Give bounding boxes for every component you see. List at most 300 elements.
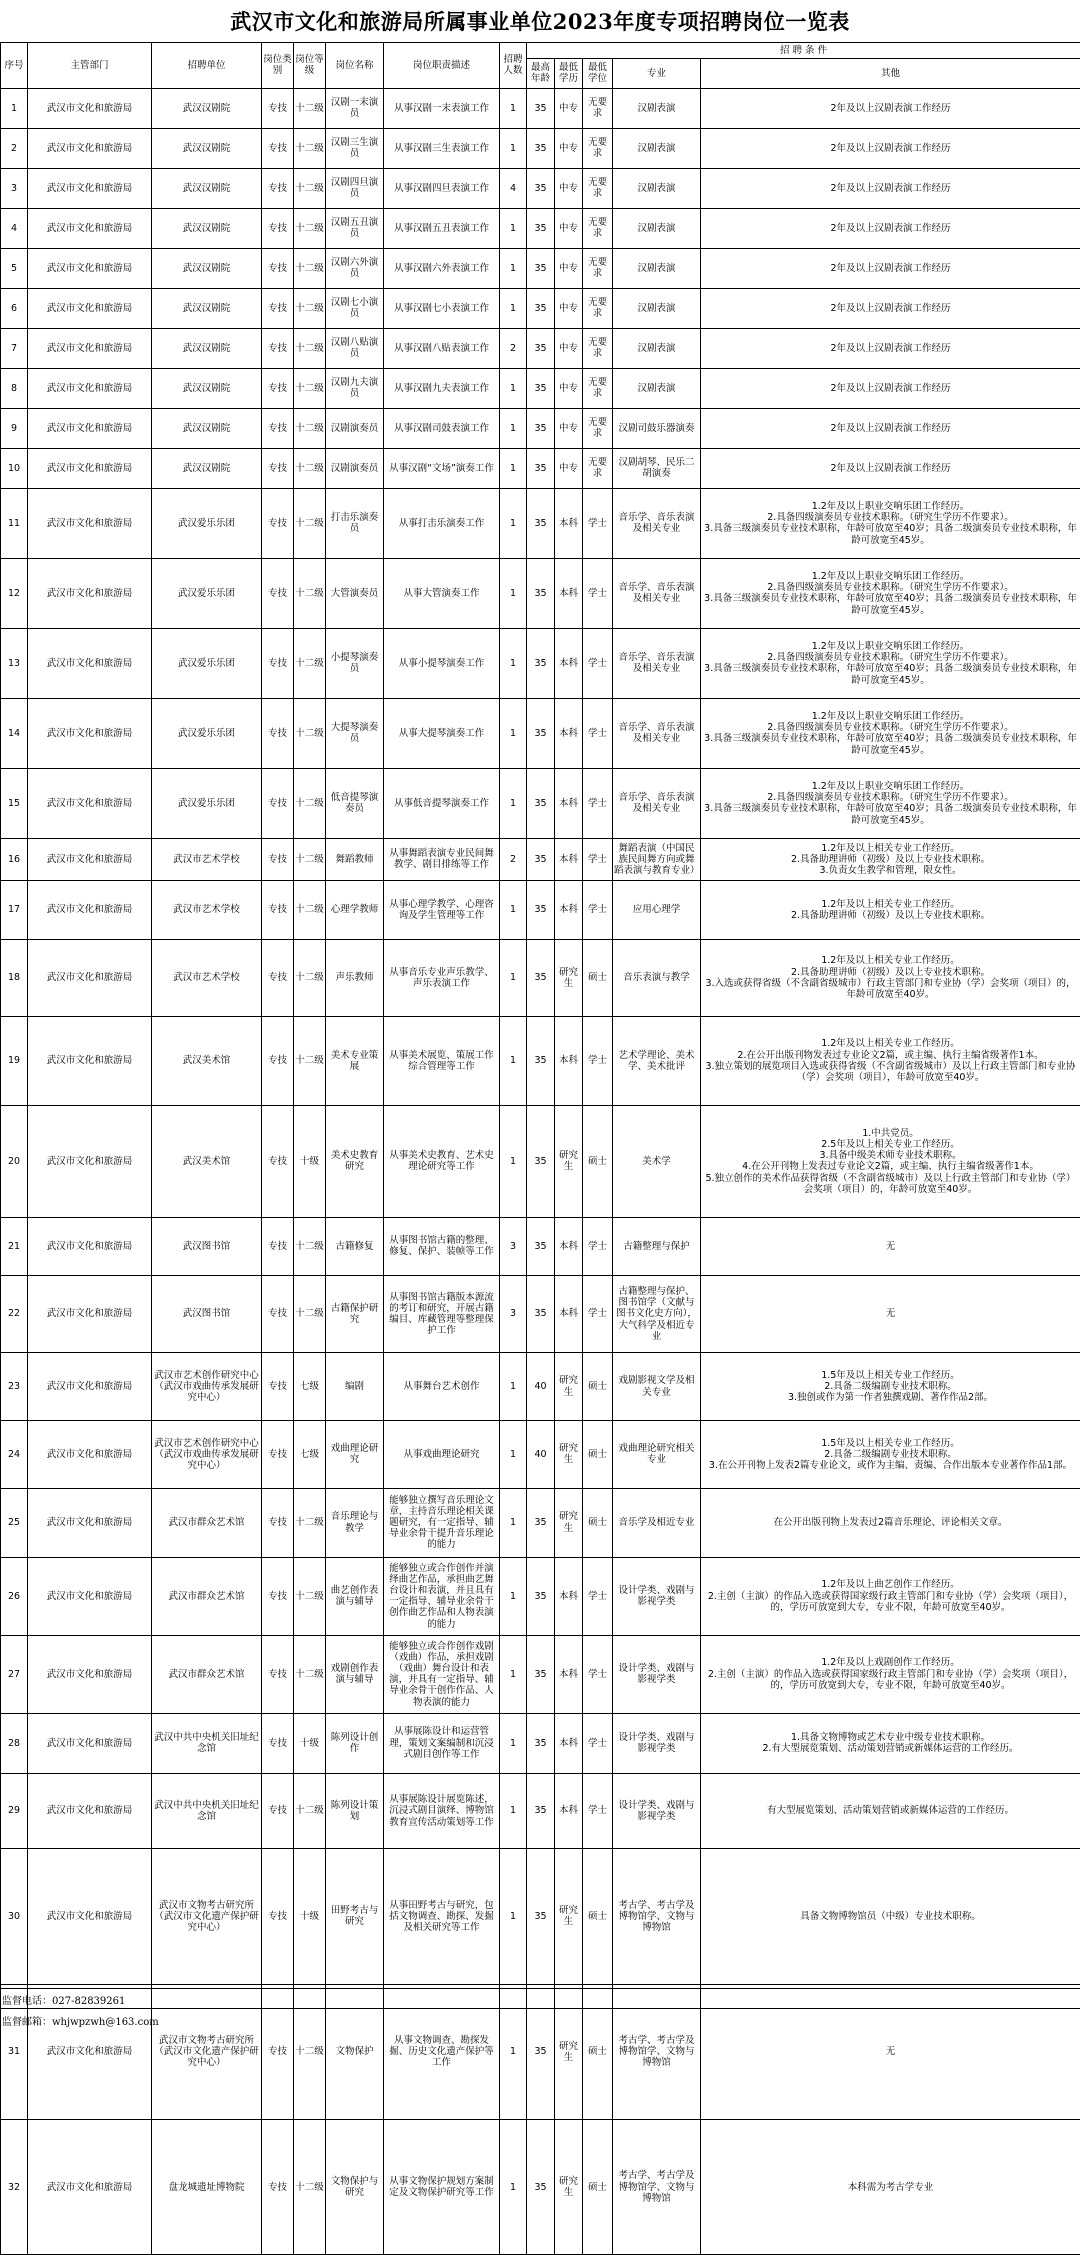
cell-post-level: 十二级 [294, 558, 326, 628]
cell-dept: 武汉市文化和旅游局 [28, 2120, 152, 2255]
cell-dept: 武汉市文化和旅游局 [28, 838, 152, 880]
cell-post-level: 十级 [294, 1105, 326, 1217]
cell-degree: 无要求 [583, 168, 613, 208]
cell-dept: 武汉市文化和旅游局 [28, 1849, 152, 1984]
cell-post-name: 戏曲理论研究 [326, 1420, 384, 1488]
cell-dept: 武汉市文化和旅游局 [28, 939, 152, 1016]
cell-post-name: 大管演奏员 [326, 558, 384, 628]
cell-age: 35 [527, 1557, 555, 1635]
cell-count: 1 [500, 1773, 527, 1848]
cell-post-name: 汉剧三生演员 [326, 128, 384, 168]
cell-degree: 学士 [583, 1635, 613, 1713]
cell-unit: 武汉市群众艺术馆 [152, 1635, 262, 1713]
cell-post-level: 十二级 [294, 1275, 326, 1352]
cell-other: 2年及以上汉剧表演工作经历 [701, 248, 1080, 288]
cell-duty: 从事汉剧八贴表演工作 [384, 328, 500, 368]
cell-post-level: 十二级 [294, 328, 326, 368]
cell-major: 音乐学、音乐表演及相关专业 [613, 488, 701, 558]
cell-other: 1.2年及以上相关专业工作经历。 2.具备助理讲师（初级）及以上专业技术职称。 3.入选或获得省级（不含副省级城市）行政主管部门和专业协（学）会奖项（项目）的，年龄可放宽至40岁。 [701, 939, 1080, 1016]
cell-other: 无 [701, 1217, 1080, 1275]
table-row [1, 768, 1080, 838]
cell-post-level: 十二级 [294, 488, 326, 558]
cell-age: 35 [527, 1016, 555, 1105]
table-row [1, 488, 1080, 558]
cell-count: 1 [500, 939, 527, 1016]
cell-seq: 29 [1, 1773, 28, 1848]
cell-edu: 本科 [555, 1557, 583, 1635]
cell-edu: 中专 [555, 368, 583, 408]
cell-count: 1 [500, 2120, 527, 2255]
table-row [1, 208, 1080, 248]
cell-age: 35 [527, 88, 555, 128]
cell-count: 1 [500, 288, 527, 328]
cell-post-level: 十二级 [294, 88, 326, 128]
cell-count: 1 [500, 698, 527, 768]
cell-major: 音乐学、音乐表演及相关专业 [613, 768, 701, 838]
cell-major: 设计学类、戏剧与影视学类 [613, 1713, 701, 1773]
cell-dept: 武汉市文化和旅游局 [28, 168, 152, 208]
cell-major: 设计学类、戏剧与影视学类 [613, 1773, 701, 1848]
cell-duty: 从事舞蹈表演专业民间舞教学、剧目排练等工作 [384, 838, 500, 880]
cell-other: 有大型展览策划、活动策划营销或新媒体运营的工作经历。 [701, 1773, 1080, 1848]
cell-count: 1 [500, 558, 527, 628]
cell-other: 1.5年及以上相关专业工作经历。 2.具备二级编剧专业技术职称。 3.独创或作为第一作者独撰戏剧、著作作品2部。 [701, 1353, 1080, 1421]
cell-other: 1.2年及以上职业交响乐团工作经历。 2.具备四级演奏员专业技术职称。（研究生学历不作要求）。 3.具备三级演奏员专业技术职称，年龄可放宽至40岁；具备二级演奏员专业技术职称，年龄可放宽至45岁。 [701, 488, 1080, 558]
cell-edu: 中专 [555, 408, 583, 448]
cell-age: 35 [527, 1275, 555, 1352]
cell-other: 1.2年及以上曲艺创作工作经历。 2.主创（主演）的作品入选或获得国家级行政主管部门和专业协（学）会奖项（项目），的，学历可放宽到大专，专业不限，年龄可放宽至40岁。 [701, 1557, 1080, 1635]
cell-degree: 学士 [583, 1217, 613, 1275]
cell-unit: 武汉爱乐乐团 [152, 488, 262, 558]
supervision-email: 监督邮箱：whjwpzwh@163.com [2, 2013, 159, 2028]
cell-age: 35 [527, 408, 555, 448]
table-row [1, 1849, 1080, 1984]
cell-post-name: 汉剧演奏员 [326, 408, 384, 448]
cell-degree: 无要求 [583, 208, 613, 248]
cell-dept: 武汉市文化和旅游局 [28, 1353, 152, 1421]
cell-post-level: 十二级 [294, 1488, 326, 1557]
cell-edu: 本科 [555, 628, 583, 698]
cell-post-name: 曲艺创作表演与辅导 [326, 1557, 384, 1635]
cell-duty: 从事美术史教育、艺术史理论研究等工作 [384, 1105, 500, 1217]
cell-count: 1 [500, 1105, 527, 1217]
cell-post-level: 十二级 [294, 768, 326, 838]
cell-other: 1.具备文物博物或艺术专业中级专业技术职称。 2.有大型展览策划、活动策划营销或新媒体运营的工作经历。 [701, 1713, 1080, 1773]
cell-other: 2年及以上汉剧表演工作经历 [701, 88, 1080, 128]
cell-degree: 硕士 [583, 2120, 613, 2255]
header-degree: 最低学位 [583, 59, 613, 89]
cell-post-level: 十二级 [294, 880, 326, 939]
cell-post-type: 专技 [262, 2120, 294, 2255]
cell-edu: 本科 [555, 1635, 583, 1713]
cell-seq: 8 [1, 368, 28, 408]
cell-post-type: 专技 [262, 1353, 294, 1421]
cell-age: 35 [527, 1713, 555, 1773]
cell-count: 1 [500, 880, 527, 939]
table-row [1, 408, 1080, 448]
cell-edu: 本科 [555, 1016, 583, 1105]
cell-other: 具备文物博物馆员（中级）专业技术职称。 [701, 1849, 1080, 1984]
cell-edu: 研究生 [555, 1105, 583, 1217]
cell-age: 35 [527, 1849, 555, 1984]
cell-duty: 从事音乐专业声乐教学、声乐表演工作 [384, 939, 500, 1016]
cell-degree: 无要求 [583, 88, 613, 128]
cell-post-type: 专技 [262, 1420, 294, 1488]
cell-seq: 4 [1, 208, 28, 248]
cell-seq: 18 [1, 939, 28, 1016]
table-row [1, 448, 1080, 488]
cell-other: 1.2年及以上职业交响乐团工作经历。 2.具备四级演奏员专业技术职称。（研究生学历不作要求）。 3.具备三级演奏员专业技术职称，年龄可放宽至40岁；具备二级演奏员专业技术职称，年龄可放宽至45岁。 [701, 558, 1080, 628]
cell-post-name: 汉剧一末演员 [326, 88, 384, 128]
cell-duty: 从事汉剧七小表演工作 [384, 288, 500, 328]
cell-post-type: 专技 [262, 1773, 294, 1848]
cell-dept: 武汉市文化和旅游局 [28, 408, 152, 448]
cell-dept: 武汉市文化和旅游局 [28, 1275, 152, 1352]
cell-degree: 学士 [583, 488, 613, 558]
cell-post-type: 专技 [262, 288, 294, 328]
page-title: 武汉市文化和旅游局所属事业单位2023年度专项招聘岗位一览表 [0, 6, 1080, 36]
cell-post-type: 专技 [262, 1217, 294, 1275]
cell-duty: 能够独立或合作创作戏剧（戏曲）作品，承担戏剧（戏曲）舞台设计和表演，并具有一定指导、辅导业余骨干创作作品、人物表演的能力 [384, 1635, 500, 1713]
cell-seq: 7 [1, 328, 28, 368]
cell-seq: 9 [1, 408, 28, 448]
cell-unit: 武汉爱乐乐团 [152, 558, 262, 628]
cell-count: 1 [500, 128, 527, 168]
cell-post-name: 汉剧九夫演员 [326, 368, 384, 408]
cell-unit: 武汉汉剧院 [152, 408, 262, 448]
cell-other: 1.2年及以上职业交响乐团工作经历。 2.具备四级演奏员专业技术职称。（研究生学历不作要求）。 3.具备三级演奏员专业技术职称，年龄可放宽至40岁；具备二级演奏员专业技术职称，年龄可放宽至45岁。 [701, 628, 1080, 698]
cell-post-name: 编剧 [326, 1353, 384, 1421]
cell-major: 戏剧影视文学及相关专业 [613, 1353, 701, 1421]
cell-post-type: 专技 [262, 838, 294, 880]
cell-other: 无 [701, 1275, 1080, 1352]
cell-edu: 本科 [555, 558, 583, 628]
cell-major: 应用心理学 [613, 880, 701, 939]
cell-dept: 武汉市文化和旅游局 [28, 1016, 152, 1105]
cell-post-type: 专技 [262, 628, 294, 698]
cell-seq: 31 [1, 1984, 28, 2119]
cell-dept: 武汉市文化和旅游局 [28, 1488, 152, 1557]
cell-major: 考古学、考古学及博物馆学、文物与博物馆 [613, 2120, 701, 2255]
cell-seq: 28 [1, 1713, 28, 1773]
cell-duty: 从事小提琴演奏工作 [384, 628, 500, 698]
cell-post-type: 专技 [262, 328, 294, 368]
cell-post-name: 小提琴演奏员 [326, 628, 384, 698]
cell-duty: 从事美术展览、策展工作综合管理等工作 [384, 1016, 500, 1105]
cell-post-type: 专技 [262, 408, 294, 448]
footer-divider [0, 1988, 1080, 1989]
cell-dept: 武汉市文化和旅游局 [28, 1217, 152, 1275]
cell-major: 汉剧司鼓乐器演奏 [613, 408, 701, 448]
cell-post-level: 十二级 [294, 368, 326, 408]
cell-duty: 从事汉剧五丑表演工作 [384, 208, 500, 248]
cell-post-level: 十二级 [294, 1016, 326, 1105]
cell-age: 35 [527, 288, 555, 328]
cell-count: 3 [500, 1275, 527, 1352]
cell-major: 汉剧表演 [613, 248, 701, 288]
cell-seq: 2 [1, 128, 28, 168]
cell-post-level: 十级 [294, 1849, 326, 1984]
cell-degree: 学士 [583, 768, 613, 838]
cell-major: 汉剧表演 [613, 128, 701, 168]
cell-major: 艺术学理论、美术学、美术批评 [613, 1016, 701, 1105]
cell-unit: 武汉中共中央机关旧址纪念馆 [152, 1773, 262, 1848]
cell-unit: 武汉市文物考古研究所（武汉市文化遗产保护研究中心） [152, 1984, 262, 2119]
cell-duty: 从事低音提琴演奏工作 [384, 768, 500, 838]
header-edu: 最低学历 [555, 59, 583, 89]
header-count: 招聘人数 [500, 43, 527, 89]
cell-edu: 本科 [555, 1217, 583, 1275]
header-post-name: 岗位名称 [326, 43, 384, 89]
cell-dept: 武汉市文化和旅游局 [28, 208, 152, 248]
cell-count: 2 [500, 328, 527, 368]
table-body [1, 88, 1080, 2255]
cell-major: 汉剧表演 [613, 288, 701, 328]
cell-degree: 硕士 [583, 1420, 613, 1488]
cell-other: 2年及以上汉剧表演工作经历 [701, 288, 1080, 328]
cell-seq: 1 [1, 88, 28, 128]
cell-post-name: 文物保护 [326, 1984, 384, 2119]
cell-major: 古籍整理与保护 [613, 1217, 701, 1275]
cell-dept: 武汉市文化和旅游局 [28, 1557, 152, 1635]
cell-post-type: 专技 [262, 88, 294, 128]
cell-major: 汉剧表演 [613, 368, 701, 408]
cell-major: 汉剧表演 [613, 168, 701, 208]
cell-post-level: 十二级 [294, 1557, 326, 1635]
cell-seq: 3 [1, 168, 28, 208]
cell-post-type: 专技 [262, 168, 294, 208]
cell-age: 35 [527, 628, 555, 698]
cell-major: 设计学类、戏剧与影视学类 [613, 1635, 701, 1713]
cell-count: 1 [500, 88, 527, 128]
cell-post-type: 专技 [262, 368, 294, 408]
cell-other: 2年及以上汉剧表演工作经历 [701, 128, 1080, 168]
cell-major: 汉剧表演 [613, 88, 701, 128]
cell-unit: 武汉爱乐乐团 [152, 698, 262, 768]
cell-edu: 中专 [555, 168, 583, 208]
cell-post-name: 低音提琴演奏员 [326, 768, 384, 838]
cell-major: 汉剧表演 [613, 208, 701, 248]
cell-duty: 从事汉剧“文场”演奏工作 [384, 448, 500, 488]
cell-post-level: 十二级 [294, 628, 326, 698]
cell-post-level: 十二级 [294, 208, 326, 248]
cell-edu: 本科 [555, 698, 583, 768]
cell-count: 2 [500, 838, 527, 880]
cell-seq: 12 [1, 558, 28, 628]
cell-degree: 学士 [583, 1713, 613, 1773]
cell-other: 2年及以上汉剧表演工作经历 [701, 368, 1080, 408]
cell-other: 本科需为考古学专业 [701, 2120, 1080, 2255]
cell-dept: 武汉市文化和旅游局 [28, 288, 152, 328]
cell-duty: 从事大提琴演奏工作 [384, 698, 500, 768]
cell-other: 1.2年及以上职业交响乐团工作经历。 2.具备四级演奏员专业技术职称。（研究生学历不作要求）。 3.具备三级演奏员专业技术职称，年龄可放宽至40岁；具备二级演奏员专业技术职称，年龄可放宽至45岁。 [701, 698, 1080, 768]
cell-unit: 武汉汉剧院 [152, 368, 262, 408]
cell-other: 1.2年及以上戏剧创作工作经历。 2.主创（主演）的作品入选或获得国家级行政主管部门和专业协（学）会奖项（项目），的，学历可放宽到大专，专业不限，年龄可放宽至40岁。 [701, 1635, 1080, 1713]
cell-age: 35 [527, 1488, 555, 1557]
cell-edu: 研究生 [555, 2120, 583, 2255]
cell-degree: 硕士 [583, 1984, 613, 2119]
header-seq: 序号 [1, 43, 28, 89]
cell-edu: 本科 [555, 1713, 583, 1773]
cell-edu: 研究生 [555, 939, 583, 1016]
cell-degree: 学士 [583, 880, 613, 939]
cell-edu: 研究生 [555, 1849, 583, 1984]
table-row [1, 1635, 1080, 1713]
cell-dept: 武汉市文化和旅游局 [28, 368, 152, 408]
cell-post-name: 汉剧四旦演员 [326, 168, 384, 208]
cell-unit: 武汉市艺术创作研究中心（武汉市戏曲传承发展研究中心） [152, 1420, 262, 1488]
cell-edu: 中专 [555, 128, 583, 168]
table-row [1, 328, 1080, 368]
cell-unit: 盘龙城遗址博物院 [152, 2120, 262, 2255]
cell-post-level: 十二级 [294, 838, 326, 880]
cell-post-name: 打击乐演奏员 [326, 488, 384, 558]
table-row [1, 939, 1080, 1016]
cell-major: 音乐表演与教学 [613, 939, 701, 1016]
cell-major: 音乐学、音乐表演及相关专业 [613, 558, 701, 628]
cell-post-name: 陈列设计创作 [326, 1713, 384, 1773]
cell-duty: 从事图书馆古籍版本源流的考订和研究，开展古籍编目、库藏管理等整理保护工作 [384, 1275, 500, 1352]
cell-age: 35 [527, 368, 555, 408]
supervision-phone: 监督电话：027-82839261 [2, 1992, 125, 2007]
cell-post-name: 音乐理论与教学 [326, 1488, 384, 1557]
cell-post-level: 十二级 [294, 448, 326, 488]
cell-post-type: 专技 [262, 248, 294, 288]
cell-degree: 硕士 [583, 1353, 613, 1421]
cell-dept: 武汉市文化和旅游局 [28, 328, 152, 368]
cell-seq: 13 [1, 628, 28, 698]
cell-unit: 武汉爱乐乐团 [152, 628, 262, 698]
cell-post-type: 专技 [262, 128, 294, 168]
cell-dept: 武汉市文化和旅游局 [28, 1773, 152, 1848]
table-row [1, 1488, 1080, 1557]
cell-seq: 20 [1, 1105, 28, 1217]
cell-other: 在公开出版刊物上发表过2篇音乐理论、评论相关文章。 [701, 1488, 1080, 1557]
cell-dept: 武汉市文化和旅游局 [28, 88, 152, 128]
cell-age: 35 [527, 880, 555, 939]
cell-degree: 无要求 [583, 448, 613, 488]
cell-degree: 无要求 [583, 288, 613, 328]
cell-unit: 武汉图书馆 [152, 1275, 262, 1352]
cell-edu: 本科 [555, 488, 583, 558]
cell-post-name: 大提琴演奏员 [326, 698, 384, 768]
cell-post-name: 古籍修复 [326, 1217, 384, 1275]
cell-post-name: 舞蹈教师 [326, 838, 384, 880]
cell-count: 1 [500, 1849, 527, 1984]
cell-post-level: 十二级 [294, 939, 326, 1016]
table-row [1, 248, 1080, 288]
cell-duty: 从事汉剧六外表演工作 [384, 248, 500, 288]
table-row [1, 1105, 1080, 1217]
cell-unit: 武汉图书馆 [152, 1217, 262, 1275]
cell-seq: 15 [1, 768, 28, 838]
cell-count: 1 [500, 768, 527, 838]
cell-unit: 武汉汉剧院 [152, 248, 262, 288]
cell-unit: 武汉市文物考古研究所（武汉市文化遗产保护研究中心） [152, 1849, 262, 1984]
cell-seq: 25 [1, 1488, 28, 1557]
cell-degree: 学士 [583, 1275, 613, 1352]
cell-post-level: 十二级 [294, 2120, 326, 2255]
cell-count: 1 [500, 1016, 527, 1105]
cell-age: 35 [527, 1217, 555, 1275]
cell-post-type: 专技 [262, 488, 294, 558]
cell-degree: 无要求 [583, 328, 613, 368]
cell-count: 1 [500, 1420, 527, 1488]
cell-edu: 中专 [555, 328, 583, 368]
cell-post-type: 专技 [262, 1849, 294, 1984]
table-row [1, 558, 1080, 628]
cell-major: 舞蹈表演（中国民族民间舞方向或舞蹈表演与教育专业） [613, 838, 701, 880]
cell-degree: 无要求 [583, 248, 613, 288]
cell-major: 美术学 [613, 1105, 701, 1217]
cell-count: 1 [500, 448, 527, 488]
cell-post-type: 专技 [262, 208, 294, 248]
cell-seq: 16 [1, 838, 28, 880]
header-post-type: 岗位类别 [262, 43, 294, 89]
cell-post-level: 十二级 [294, 1773, 326, 1848]
cell-seq: 23 [1, 1353, 28, 1421]
cell-post-level: 十二级 [294, 288, 326, 328]
table-row [1, 1984, 1080, 2119]
cell-seq: 5 [1, 248, 28, 288]
cell-edu: 中专 [555, 448, 583, 488]
cell-post-level: 十二级 [294, 1217, 326, 1275]
cell-post-name: 汉剧七小演员 [326, 288, 384, 328]
cell-unit: 武汉中共中央机关旧址纪念馆 [152, 1713, 262, 1773]
cell-age: 35 [527, 208, 555, 248]
cell-age: 40 [527, 1420, 555, 1488]
cell-dept: 武汉市文化和旅游局 [28, 448, 152, 488]
cell-dept: 武汉市文化和旅游局 [28, 768, 152, 838]
table-row [1, 1217, 1080, 1275]
cell-post-level: 十二级 [294, 248, 326, 288]
cell-dept: 武汉市文化和旅游局 [28, 698, 152, 768]
cell-unit: 武汉汉剧院 [152, 88, 262, 128]
cell-major: 汉剧胡琴、民乐二胡演奏 [613, 448, 701, 488]
table-row [1, 88, 1080, 128]
cell-post-level: 十二级 [294, 698, 326, 768]
cell-duty: 从事汉剧一末表演工作 [384, 88, 500, 128]
cell-unit: 武汉美术馆 [152, 1016, 262, 1105]
cell-seq: 22 [1, 1275, 28, 1352]
cell-edu: 中专 [555, 248, 583, 288]
cell-major: 设计学类、戏剧与影视学类 [613, 1557, 701, 1635]
cell-post-type: 专技 [262, 1635, 294, 1713]
cell-post-type: 专技 [262, 1984, 294, 2119]
table-row [1, 288, 1080, 328]
cell-count: 1 [500, 488, 527, 558]
cell-post-name: 汉剧五丑演员 [326, 208, 384, 248]
cell-other: 2年及以上汉剧表演工作经历 [701, 408, 1080, 448]
table-row [1, 628, 1080, 698]
cell-unit: 武汉汉剧院 [152, 208, 262, 248]
cell-unit: 武汉爱乐乐团 [152, 768, 262, 838]
table-row [1, 168, 1080, 208]
header-duty: 岗位职责描述 [384, 43, 500, 89]
cell-unit: 武汉汉剧院 [152, 168, 262, 208]
cell-post-name: 美术专业策展 [326, 1016, 384, 1105]
cell-other: 1.5年及以上相关专业工作经历。 2.具备二级编剧专业技术职称。 3.在公开刊物上发表2篇专业论文，或作为主编、责编、合作出版本专业著作作品1部。 [701, 1420, 1080, 1488]
cell-count: 1 [500, 1713, 527, 1773]
header-other: 其他 [701, 59, 1080, 89]
cell-age: 35 [527, 1984, 555, 2119]
cell-age: 35 [527, 698, 555, 768]
cell-duty: 从事图书馆古籍的整理、修复、保护、装帧等工作 [384, 1217, 500, 1275]
cell-post-level: 十二级 [294, 168, 326, 208]
cell-seq: 6 [1, 288, 28, 328]
table-row [1, 128, 1080, 168]
table-row [1, 368, 1080, 408]
